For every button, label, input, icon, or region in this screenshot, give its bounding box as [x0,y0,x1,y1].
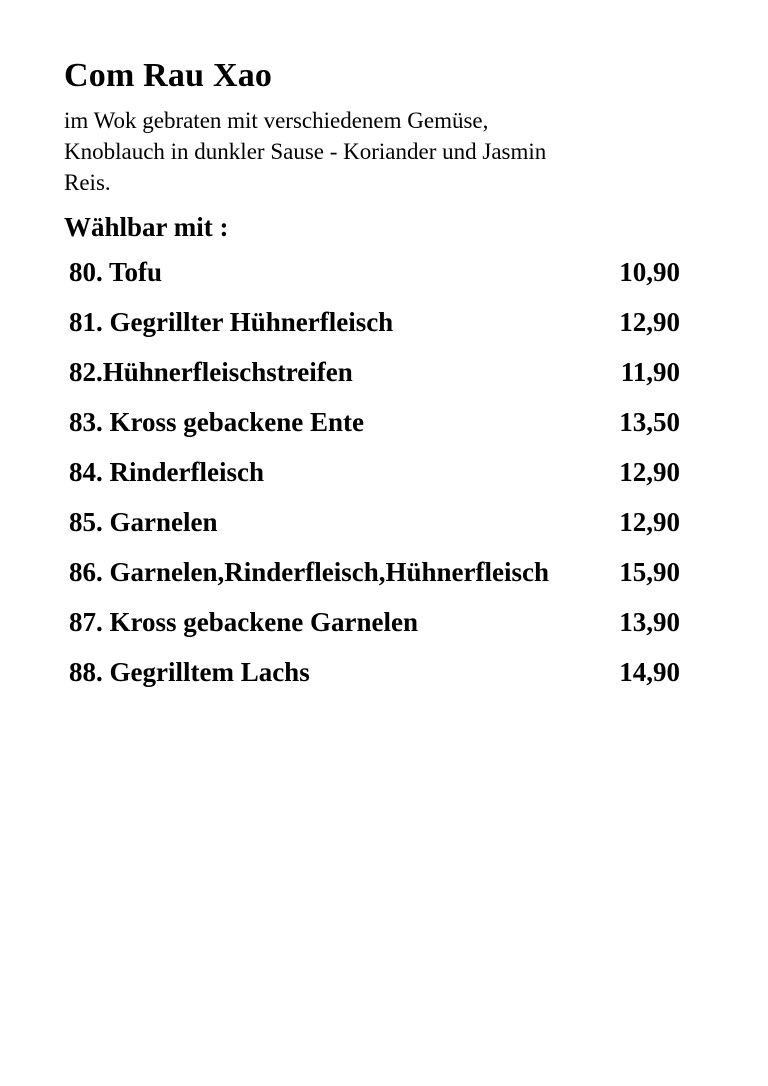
menu-item-price: 15,90 [619,556,680,587]
menu-item-row [64,456,680,489]
menu-item-label: 85. Garnelen [69,506,218,537]
menu-item-row [64,506,680,539]
menu-item-row [64,606,680,639]
menu-item-label: 80. Tofu [69,256,163,287]
menu-item-row [64,306,680,339]
chooser-label: Wählbar mit : [64,211,229,242]
menu-item-label: 81. Gegrillter Hühnerfleisch [69,306,394,337]
menu-item-label: 84. Rinderfleisch [69,456,264,487]
menu-item-price: 14,90 [619,656,680,687]
menu-item-price: 12,90 [619,306,680,337]
menu-item-label: 88. Gegrilltem Lachs [69,656,310,687]
section-description: im Wok gebraten mit verschiedenem Gemüse, Knoblauch in dunkler Sause - Koriander und Jasmin Reis. [64,107,547,195]
menu-item-price: 10,90 [619,256,680,287]
menu-item-row [64,256,680,289]
menu-item-label: 83. Kross gebackene Ente [69,406,364,437]
menu-item-label: 86. Garnelen,Rinderfleisch,Hühnerfleisch [69,556,549,587]
menu-item-price: 13,90 [619,606,680,637]
menu-item-row [64,556,680,589]
menu-item-row [64,406,680,439]
menu-item-price: 12,90 [619,456,680,487]
menu-item-row [64,356,680,389]
menu-item-list [64,256,680,689]
menu-item-label: 87. Kross gebackene Garnelen [69,606,418,637]
menu-item-row [64,656,680,689]
menu-item-price: 13,50 [619,406,680,437]
menu-item-label: 82.Hühnerfleischstreifen [69,356,353,387]
menu-item-price: 12,90 [619,506,680,537]
menu-item-price: 11,90 [620,356,680,387]
section-title: Com Rau Xao [64,57,273,94]
